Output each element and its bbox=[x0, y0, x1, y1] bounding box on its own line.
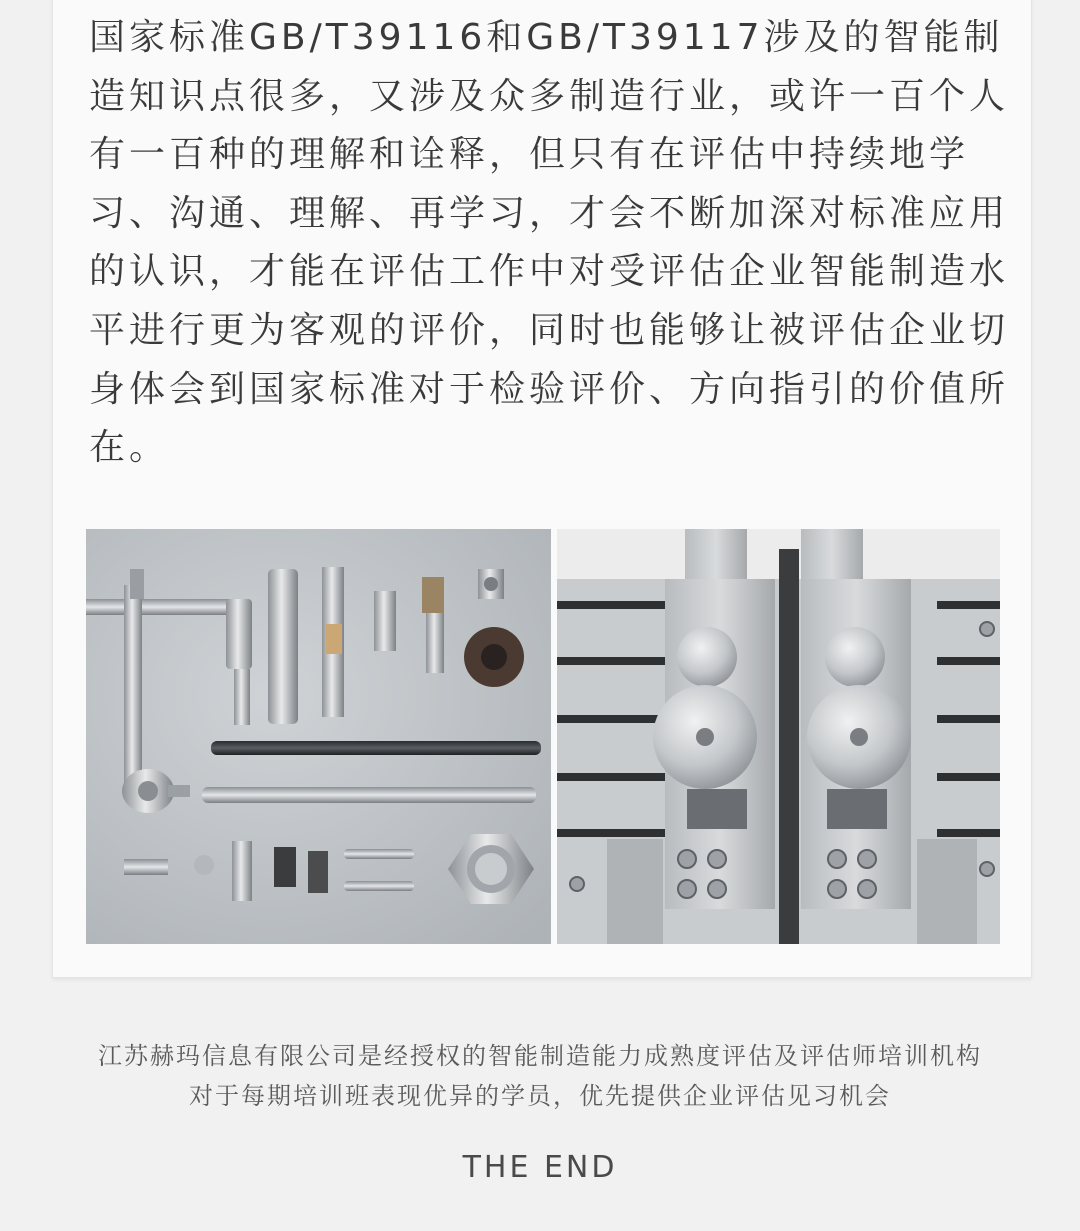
machine-parts-photo bbox=[86, 529, 551, 944]
the-end-label: THE END bbox=[462, 1150, 618, 1185]
article-card bbox=[52, 0, 1032, 978]
article-paragraph: 国家标准GB/T39116和GB/T39117涉及的智能制造知识点很多，又涉及众多制造行业，或许一百个人有一百种的理解和诠释，但只有在评估中持续地学习、沟通、理解、再学习，才会不断加深对标准应用的认识，才能在评估工作中对受评估企业智能制造水平进行更为客观的评价，同时也能够让被评估企业切身体会到国家标准对于检验评价、方向指引的价值所在。 bbox=[89, 17, 1010, 469]
company-description: 江苏赫玛信息有限公司是经授权的智能制造能力成熟度评估及评估师培训机构 bbox=[98, 1042, 982, 1070]
training-offer-note: 对于每期培训班表现优异的学员，优先提供企业评估见习机会 bbox=[189, 1082, 891, 1110]
roller-mechanism-photo bbox=[557, 529, 1000, 944]
